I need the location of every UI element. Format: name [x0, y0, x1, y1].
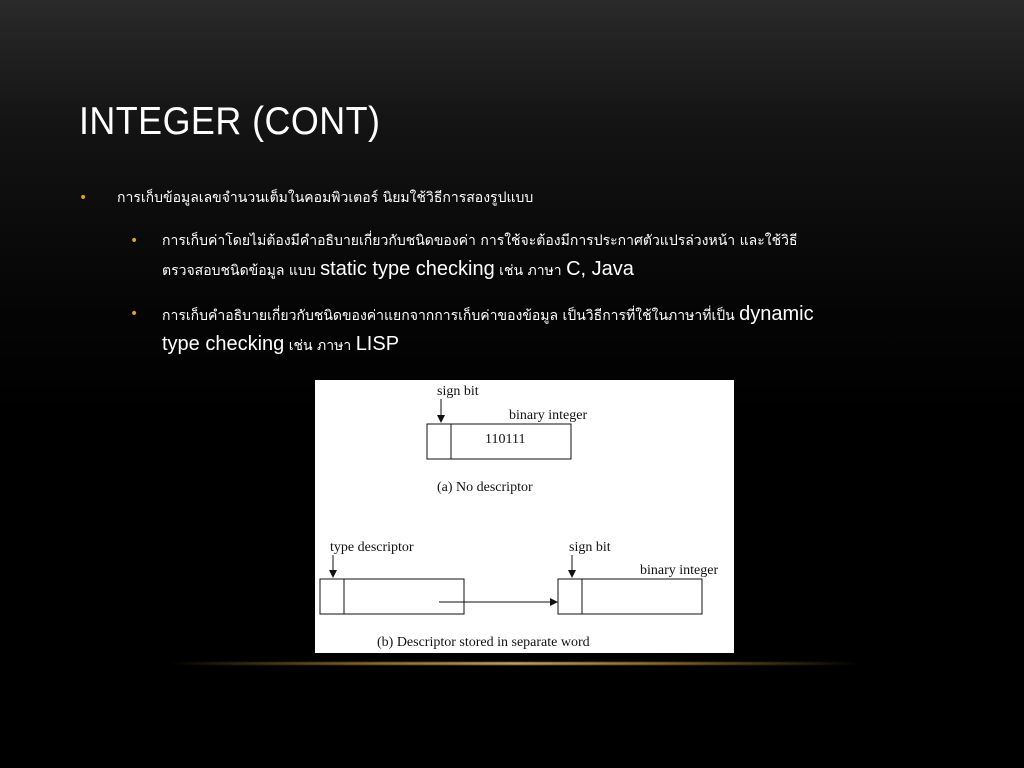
a-caption: (a) No descriptor	[437, 480, 533, 495]
bullet-text-en2: C, Java	[566, 258, 634, 280]
bullet-text-en: static type checking	[320, 258, 495, 280]
bullet-level2-static	[130, 227, 922, 285]
bullet-level2-dynamic	[130, 300, 932, 360]
bullet-dot-icon: •	[130, 233, 139, 249]
bullet-text-th2: เช่น ภาษา	[284, 338, 356, 354]
bullet-dot-icon: •	[79, 190, 88, 206]
bullet-text-en: dynamic	[739, 303, 814, 325]
bullet-text: การเก็บข้อมูลเลขจำนวนเต็มในคอมพิวเตอร์ นิยมใช้วิธีการสองรูปแบบ	[117, 190, 534, 206]
a-sign-bit-label: sign bit	[437, 384, 479, 399]
b-word-box	[558, 579, 702, 614]
b-descriptor-box	[320, 579, 464, 614]
b-type-descriptor-label: type descriptor	[330, 540, 414, 555]
bullet-text-en2: type checking	[162, 333, 285, 355]
a-value: 110111	[485, 432, 526, 447]
figure-diagram	[315, 380, 734, 653]
bullet-level1	[79, 184, 937, 212]
footer-divider	[170, 662, 860, 665]
slide-title: INTEGER (CONT)	[79, 100, 381, 143]
bullet-text-th: ตรวจสอบชนิดข้อมูล แบบ	[162, 263, 321, 279]
bullet-text-th: การเก็บคำอธิบายเกี่ยวกับชนิดของค่าแยกจากการเก็บค่าของข้อมูล เป็นวิธีการที่ใช้ในภาษาที่เป็น	[162, 308, 740, 324]
integer-representation-figure	[315, 380, 734, 653]
b-binary-integer-label: binary integer	[640, 563, 719, 578]
b-sign-bit-label: sign bit	[569, 540, 611, 555]
a-binary-integer-label: binary integer	[509, 408, 588, 423]
b-caption: (b) Descriptor stored in separate word	[377, 635, 590, 650]
bullet-dot-icon: •	[130, 306, 139, 322]
bullet-text-th2: เช่น ภาษา	[494, 263, 567, 279]
bullet-text-line1: การเก็บค่าโดยไม่ต้องมีคำอธิบายเกี่ยวกับชนิดของค่า การใช้จะต้องมีการประกาศตัวแปรล่วงหน้า และใช้วิธี	[162, 233, 798, 249]
bullet-text-en3: LISP	[355, 333, 400, 355]
